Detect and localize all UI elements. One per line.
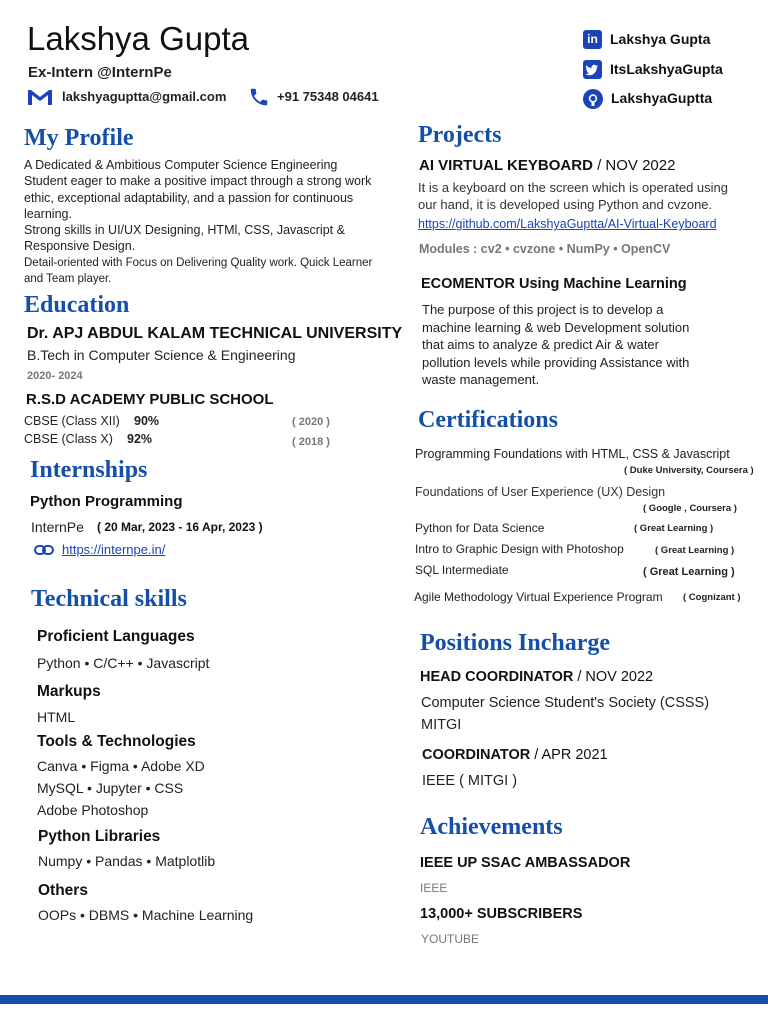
- skills-item: MySQL • Jupyter • CSS: [37, 780, 184, 796]
- projects-heading: Projects: [418, 122, 502, 148]
- project-1-title: AI VIRTUAL KEYBOARD: [419, 157, 593, 174]
- school-name: R.S.D ACADEMY PUBLIC SCHOOL: [26, 391, 274, 408]
- cert-name: Foundations of User Experience (UX) Design: [415, 485, 666, 499]
- position-1-date: / NOV 2022: [577, 669, 654, 685]
- skills-group-heading: Proficient Languages: [37, 628, 195, 645]
- twitter-handle[interactable]: ItsLakshyaGupta: [610, 61, 723, 77]
- achievements-heading: Achievements: [420, 814, 563, 840]
- position-2-title: COORDINATOR: [422, 747, 531, 763]
- class-x-year: ( 2018 ): [292, 436, 330, 448]
- project-2-line: waste management.: [422, 372, 540, 387]
- project-1-date: / NOV 2022: [597, 157, 676, 174]
- skills-item: HTML: [37, 709, 76, 725]
- profile-heading: My Profile: [24, 125, 134, 151]
- internship-company: InternPe: [31, 519, 84, 535]
- skills-group-heading: Markups: [37, 683, 101, 700]
- project-2-desc: [422, 301, 689, 389]
- project-1-desc: our hand, it is developed using Python and cvzone.: [418, 197, 713, 212]
- skills-item: Python • C/C++ • Javascript: [37, 655, 210, 671]
- github-handle[interactable]: LakshyaGuptta: [611, 90, 713, 106]
- profile-line: ethic, exceptional adaptability, and a passion for continuous: [24, 190, 354, 205]
- cert-issuer: ( Great Learning ): [634, 523, 714, 534]
- github-icon[interactable]: [583, 89, 603, 109]
- profile-line: Responsive Design.: [24, 239, 136, 254]
- profile-line: learning.: [24, 206, 72, 221]
- education-heading: Education: [24, 292, 130, 318]
- skills-group-heading: Tools & Technologies: [37, 733, 196, 750]
- skills-item: OOPs • DBMS • Machine Learning: [38, 907, 254, 923]
- university-name: Dr. APJ ABDUL KALAM TECHNICAL UNIVERSITY: [27, 325, 403, 342]
- achievement-1-title: IEEE UP SSAC AMBASSADOR: [420, 855, 631, 871]
- internship-link[interactable]: https://internpe.in/: [62, 542, 166, 557]
- email-link[interactable]: lakshyaguptta@gmail.com: [62, 89, 227, 104]
- class-xii-year: ( 2020 ): [292, 416, 330, 428]
- cert-name: Programming Foundations with HTML, CSS & Javascript: [415, 447, 730, 461]
- position-2-date: / APR 2021: [534, 747, 608, 763]
- project-1-header: [419, 157, 675, 174]
- class-x-label: CBSE (Class X): [24, 432, 113, 446]
- position-2-org: IEEE ( MITGI ): [422, 773, 518, 789]
- profile-line: Student eager to make a positive impact through a strong work: [24, 174, 372, 189]
- cert-name: Python for Data Science: [415, 521, 545, 535]
- cert-issuer: ( Great Learning ): [643, 566, 735, 578]
- phone-number[interactable]: +91 75348 04641: [277, 89, 379, 104]
- internships-heading: Internships: [30, 457, 148, 483]
- cert-name: Intro to Graphic Design with Photoshop: [415, 542, 624, 556]
- position-1-title: HEAD COORDINATOR: [420, 669, 574, 685]
- link-icon: [34, 544, 54, 556]
- linkedin-handle[interactable]: Lakshya Gupta: [610, 31, 711, 47]
- profile-text: [24, 157, 372, 287]
- edu-years: 2020- 2024: [27, 370, 83, 382]
- position-1-header: [420, 669, 653, 685]
- position-1-org: MITGI: [421, 717, 462, 733]
- skills-item: Numpy • Pandas • Matplotlib: [38, 853, 216, 869]
- position-2-header: [422, 747, 608, 763]
- profile-line: Detail-oriented with Focus on Delivering Quality work. Quick Learner: [24, 256, 373, 269]
- achievement-2-title: 13,000+ SUBSCRIBERS: [420, 906, 583, 922]
- cert-issuer: ( Duke University, Coursera ): [624, 465, 754, 476]
- cert-issuer: ( Google , Coursera ): [643, 503, 737, 514]
- role-subtitle: Ex-Intern @InternPe: [28, 64, 172, 81]
- skills-group-heading: Others: [38, 882, 88, 899]
- footer-accent-bar: [0, 995, 768, 1004]
- positions-heading: Positions Incharge: [420, 630, 611, 656]
- profile-line: A Dedicated & Ambitious Computer Science Engineering: [24, 158, 338, 172]
- project-2-title: ECOMENTOR Using Machine Learning: [421, 276, 687, 292]
- skills-heading: Technical skills: [31, 586, 187, 612]
- class-x-score: 92%: [127, 432, 153, 446]
- cert-issuer: ( Great Learning ): [655, 545, 735, 556]
- profile-line: and Team player.: [24, 273, 112, 286]
- mail-icon: [27, 88, 53, 106]
- class-xii-score: 90%: [134, 414, 160, 428]
- achievement-1-sub: IEEE: [420, 881, 448, 895]
- class-xii-label: CBSE (Class XII): [24, 414, 120, 428]
- position-1-org: Computer Science Student's Society (CSSS): [421, 695, 710, 711]
- skills-item: Adobe Photoshop: [37, 802, 149, 818]
- project-2-line: pollution levels while providing Assistance with: [422, 354, 690, 370]
- linkedin-icon[interactable]: in: [583, 30, 602, 49]
- achievement-2-sub: YOUTUBE: [421, 932, 480, 946]
- cert-issuer: ( Cognizant ): [683, 592, 741, 603]
- skills-item: Canva • Figma • Adobe XD: [37, 758, 205, 774]
- degree: B.Tech in Computer Science & Engineering: [27, 347, 296, 363]
- project-1-desc: It is a keyboard on the screen which is operated using: [418, 180, 729, 195]
- project-2-line: that aims to analyze & predict Air & water: [422, 337, 659, 352]
- phone-icon: [248, 86, 270, 108]
- internship-role: Python Programming: [30, 493, 183, 510]
- profile-line: Strong skills in UI/UX Designing, HTMl, CSS, Javascript &: [24, 223, 345, 238]
- project-2-line: machine learning & web Development solution: [422, 319, 690, 335]
- twitter-icon[interactable]: [583, 60, 602, 79]
- name-heading: Lakshya Gupta: [27, 20, 249, 57]
- project-2-line: The purpose of this project is to develop a: [422, 302, 664, 317]
- certifications-heading: Certifications: [418, 407, 558, 433]
- project-1-link[interactable]: https://github.com/LakshyaGuptta/AI-Virtual-Keyboard: [418, 217, 717, 231]
- internship-dates: ( 20 Mar, 2023 - 16 Apr, 2023 ): [97, 520, 263, 534]
- skills-group-heading: Python Libraries: [38, 828, 161, 845]
- cert-name: Agile Methodology Virtual Experience Program: [414, 590, 663, 604]
- cert-name: SQL Intermediate: [415, 563, 509, 577]
- project-1-modules: Modules : cv2 • cvzone • NumPy • OpenCV: [419, 242, 671, 256]
